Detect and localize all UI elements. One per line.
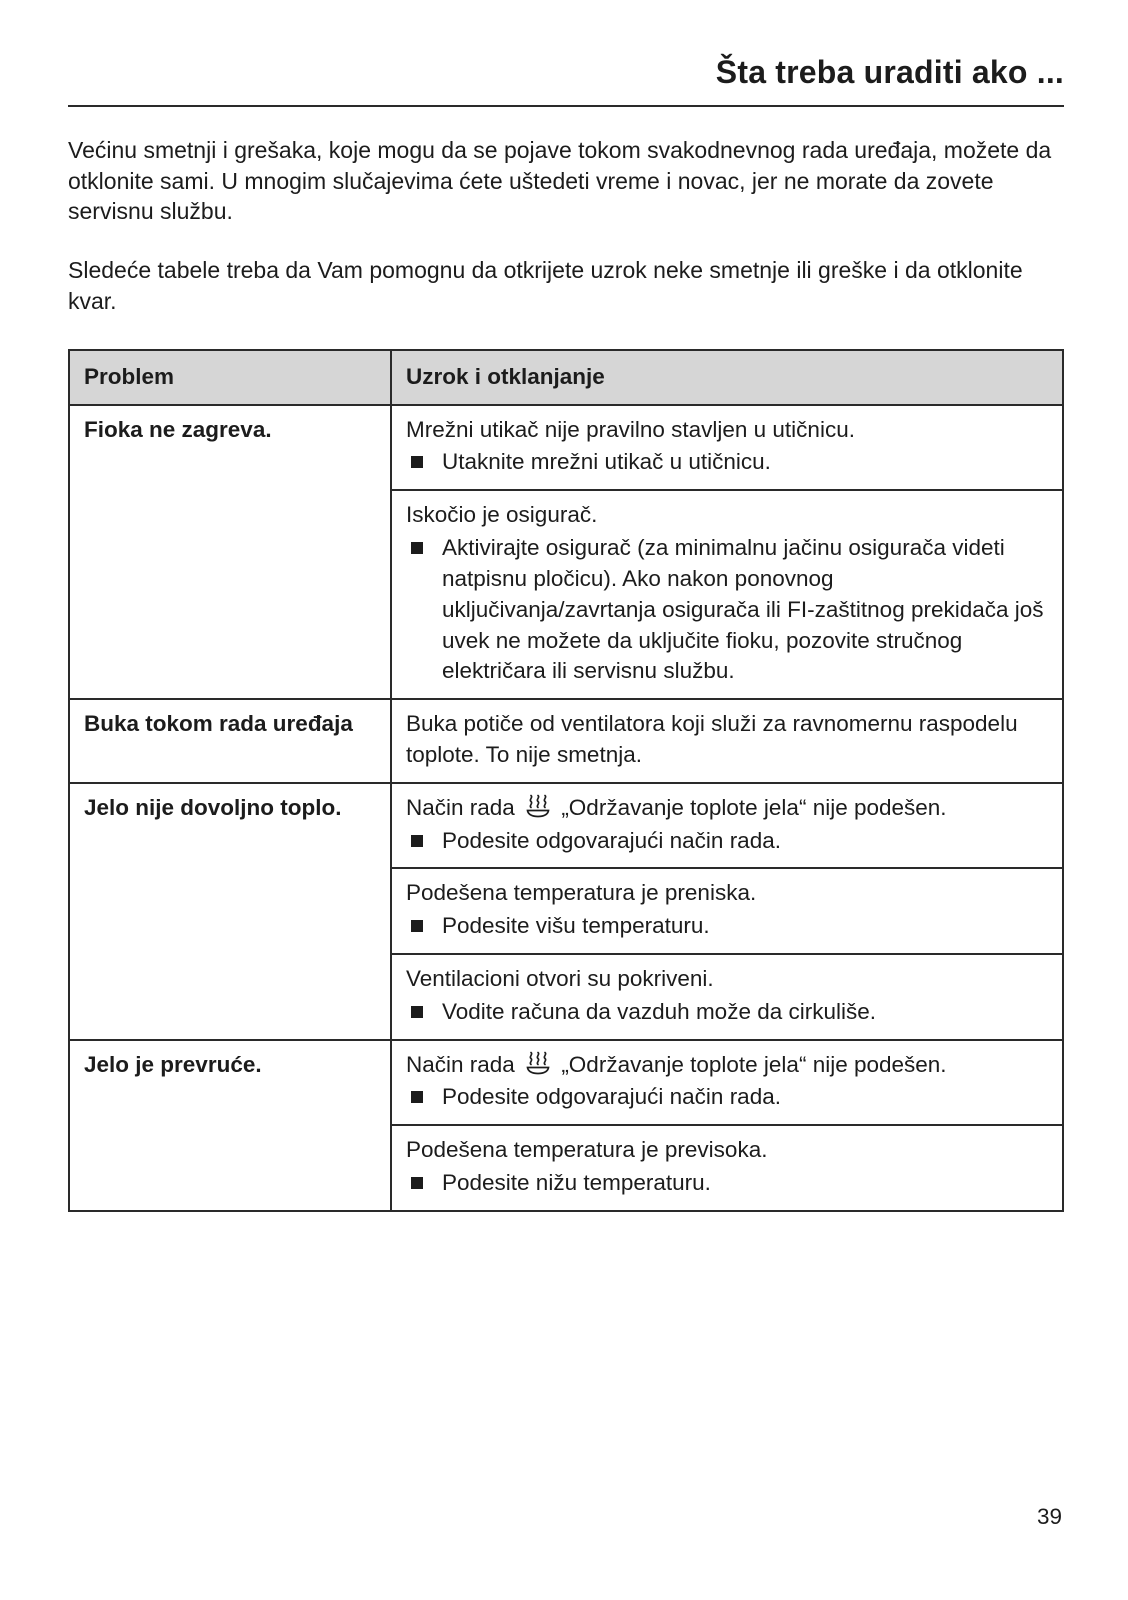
page-title: Šta treba uraditi ako ...	[715, 54, 1064, 90]
action-text: Podesite višu temperaturu.	[442, 913, 710, 939]
table-row	[69, 699, 1063, 783]
cause-cell	[391, 490, 1063, 699]
title-rule	[68, 105, 1064, 107]
action-text: Utaknite mrežni utikač u utičnicu.	[442, 449, 771, 475]
square-bullet-icon	[411, 920, 423, 932]
cause-text: Ventilacioni otvori su pokriveni.	[406, 966, 714, 992]
keep-warm-icon	[525, 794, 551, 818]
cause-text: Način rada „Održavanje toplote jela“ nije podešen.	[406, 1051, 947, 1077]
cause-cell	[391, 405, 1063, 491]
action-item	[406, 1082, 1048, 1113]
table-row	[69, 1040, 1063, 1126]
table-row	[69, 405, 1063, 491]
action-text: Podesite nižu temperaturu.	[442, 1170, 711, 1196]
cause-cell	[391, 699, 1063, 783]
action-item	[406, 447, 1048, 478]
action-text: Podesite odgovarajući način rada.	[442, 1084, 781, 1110]
action-text: Podesite odgovarajući način rada.	[442, 827, 781, 853]
col-header-problem: Problem	[69, 350, 391, 405]
square-bullet-icon	[411, 456, 423, 468]
cause-cell	[391, 1125, 1063, 1211]
table-body	[69, 405, 1063, 1211]
cause-text: Mrežni utikač nije pravilno stavljen u utičnicu.	[406, 416, 855, 442]
intro-section	[68, 135, 1064, 317]
keep-warm-icon	[525, 1051, 551, 1075]
action-item	[406, 1168, 1048, 1199]
square-bullet-icon	[411, 1177, 423, 1189]
square-bullet-icon	[411, 1006, 423, 1018]
col-header-cause: Uzrok i otklanjanje	[391, 350, 1063, 405]
square-bullet-icon	[411, 542, 423, 554]
cause-text: Način rada „Održavanje toplote jela“ nije podešen.	[406, 794, 947, 820]
cause-cell	[391, 868, 1063, 954]
action-item	[406, 911, 1048, 942]
cause-text: Iskočio je osigurač.	[406, 502, 598, 528]
problem-cell: Buka tokom rada uređaja	[69, 699, 391, 783]
problem-cell: Jelo nije dovoljno toplo.	[69, 783, 391, 1040]
cause-text: Podešena temperatura je previsoka.	[406, 1137, 768, 1163]
header-row	[69, 350, 1063, 405]
square-bullet-icon	[411, 835, 423, 847]
table-row	[69, 783, 1063, 869]
action-text: Aktivirajte osigurač (za minimalnu jačinu osigurača videti natpisnu pločicu). Ako nakon ponovnog uključivanja/zavrtanja osigurača ili FI-zaštitnog prekidača još uvek ne možete da uključite fioku, pozovite stručnog električara ili servisnu službu.	[442, 535, 1044, 684]
troubleshooting-table	[68, 349, 1064, 1212]
action-item	[406, 997, 1048, 1028]
square-bullet-icon	[411, 1091, 423, 1103]
cause-text: Podešena temperatura je preniska.	[406, 880, 757, 906]
intro-paragraph-1: Većinu smetnji i grešaka, koje mogu da se pojave tokom svakodnevnog rada uređaja, možete da otklonite sami. U mnogim slučajevima ćete uštedeti vreme i novac, jer ne morate da zovete servisnu službu.	[68, 136, 1052, 225]
cause-cell	[391, 1040, 1063, 1126]
intro-paragraph-2: Sledeće tabele treba da Vam pomognu da otkrijete uzrok neke smetnje ili greške i da otklonite kvar.	[68, 257, 1023, 315]
table-header	[69, 350, 1063, 405]
problem-cell: Fioka ne zagreva.	[69, 405, 391, 700]
cause-cell	[391, 954, 1063, 1040]
action-item	[406, 533, 1048, 687]
cause-text: Buka potiče od ventilatora koji služi za ravnomernu raspodelu toplote. To nije smetnja.	[406, 711, 1018, 767]
action-item	[406, 826, 1048, 857]
action-text: Vodite računa da vazduh može da cirkuliše.	[442, 998, 877, 1024]
problem-cell: Jelo je prevruće.	[69, 1040, 391, 1211]
cause-cell	[391, 783, 1063, 869]
page-number: 39	[1036, 1504, 1062, 1529]
